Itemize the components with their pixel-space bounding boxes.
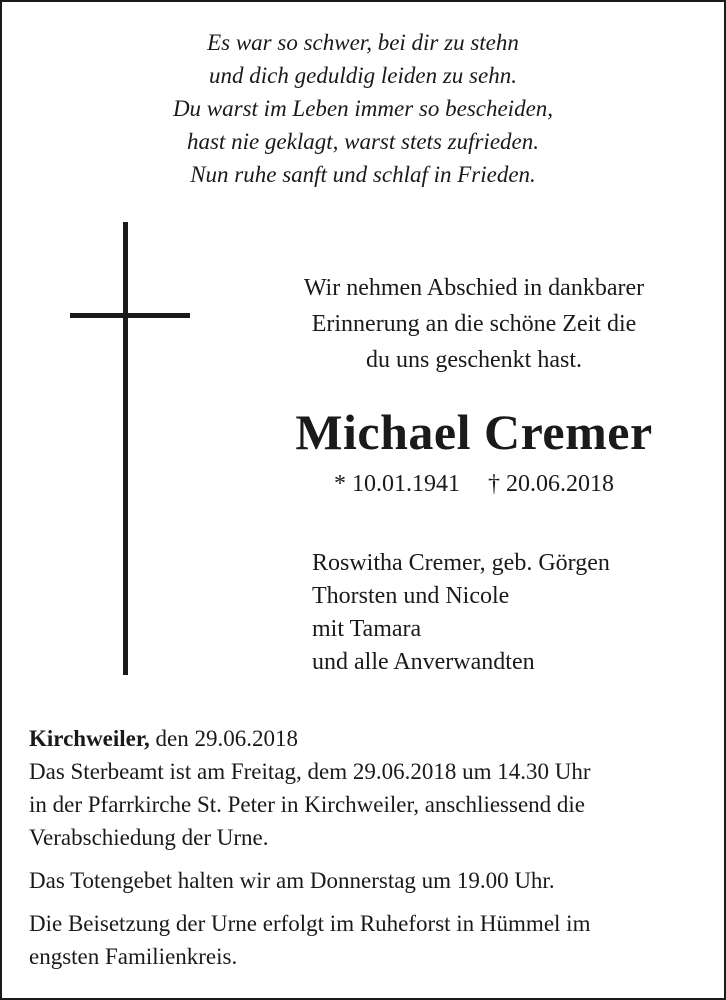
prayer-info: Das Totengebet halten wir am Donnerstag um 19.00 Uhr.: [29, 868, 555, 893]
poem-line: Nun ruhe sanft und schlaf in Frieden.: [190, 162, 536, 187]
birth-date: * 10.01.1941: [334, 471, 460, 497]
deceased-name: Michael Cremer: [295, 404, 653, 460]
service-details: [29, 722, 709, 973]
mass-info: [29, 755, 709, 854]
poem-line: Du warst im Leben immer so bescheiden,: [172, 96, 554, 121]
mass-line: Verabschiedung der Urne.: [29, 825, 269, 850]
poem-line: hast nie geklagt, warst stets zufrieden.: [186, 129, 539, 154]
life-dates: [232, 467, 716, 501]
farewell-line: Erinnerung an die schöne Zeit die: [311, 311, 637, 337]
farewell-line: du uns geschenkt hast.: [366, 347, 582, 373]
mourner-line: mit Tamara: [312, 616, 422, 642]
farewell-line: Wir nehmen Abschied in dankbarer: [303, 275, 645, 301]
burial-line: Die Beisetzung der Urne erfolgt im Ruheforst in Hümmel im: [29, 911, 591, 936]
mourners-list: [312, 547, 722, 679]
mass-line: Das Sterbeamt ist am Freitag, dem 29.06.2018 um 14.30 Uhr: [29, 759, 591, 784]
cross-icon: [123, 222, 128, 675]
burial-info: [29, 907, 709, 973]
cross-icon-bar: [70, 313, 190, 318]
mass-line: in der Pfarrkirche St. Peter in Kirchweiler, anschliessend die: [29, 792, 586, 817]
death-date: † 20.06.2018: [488, 471, 614, 497]
place-date-line: [29, 722, 709, 755]
notice-date: den 29.06.2018: [155, 726, 298, 751]
poem-line: Es war so schwer, bei dir zu stehn: [207, 30, 519, 55]
mourner-line: und alle Anverwandten: [312, 649, 535, 675]
farewell-text: [232, 270, 716, 378]
memorial-poem: [2, 26, 724, 191]
poem-line: und dich geduldig leiden zu sehn.: [209, 63, 517, 88]
place: Kirchweiler,: [29, 726, 150, 751]
mourner-line: Roswitha Cremer, geb. Görgen: [312, 550, 610, 576]
mourner-line: Thorsten und Nicole: [312, 583, 510, 609]
burial-line: engsten Familienkreis.: [29, 944, 238, 969]
